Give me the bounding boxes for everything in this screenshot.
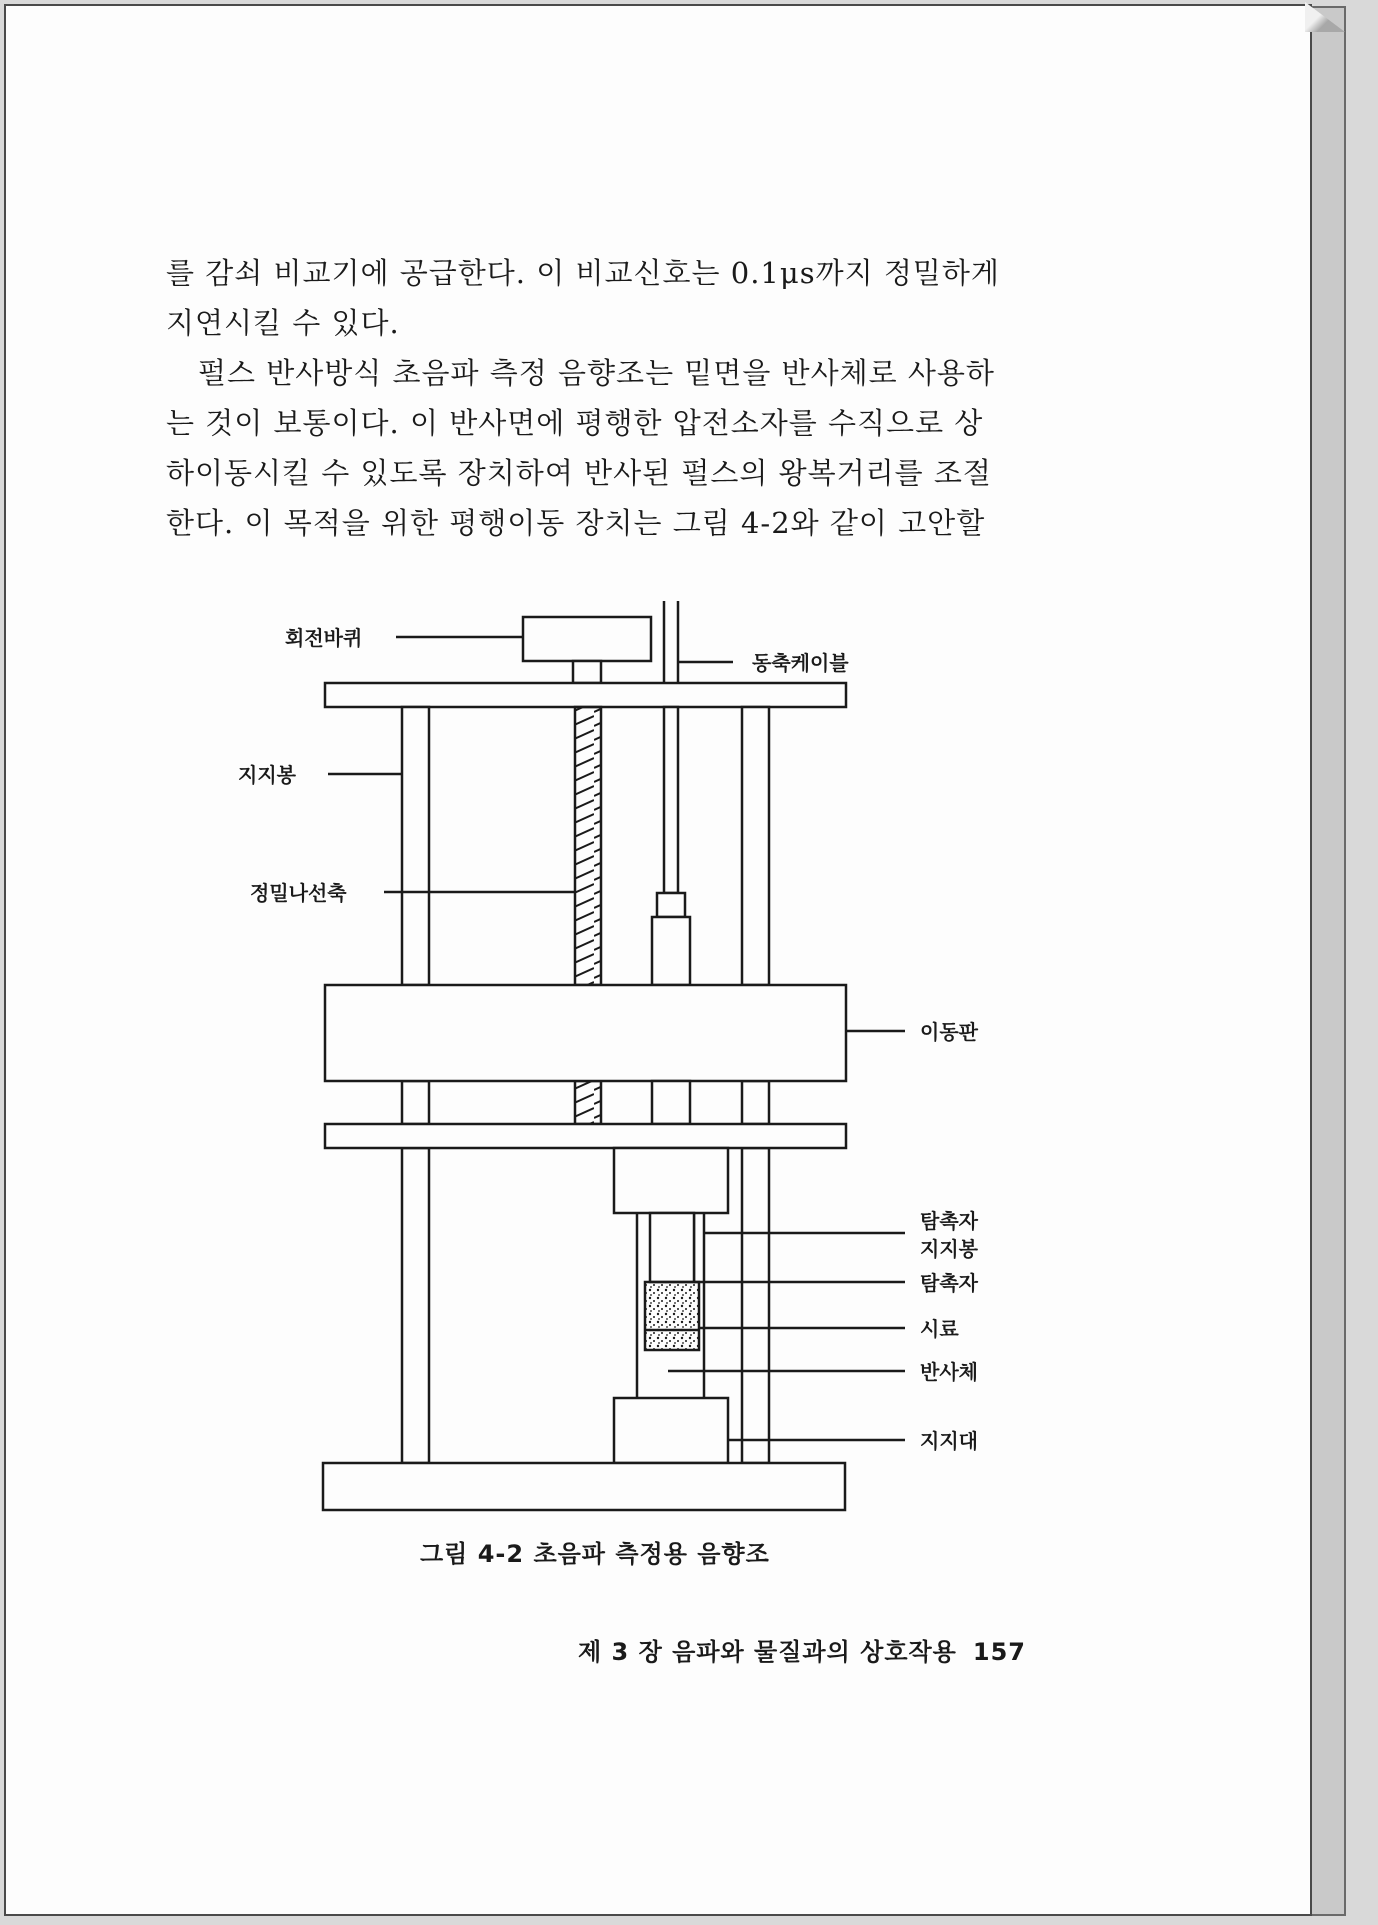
rotating-wheel — [523, 617, 651, 661]
label-base-stand: 지지대 — [920, 1429, 978, 1453]
precision-screw — [575, 1081, 601, 1124]
page-footer — [578, 1632, 1026, 1667]
lower-plate — [325, 1124, 846, 1148]
support-rod-right — [742, 1148, 769, 1463]
support-rod-right — [742, 707, 769, 985]
support-rod-left — [402, 707, 429, 985]
label-precision-screw: 정밀나선축 — [250, 881, 347, 905]
precision-screw — [575, 707, 601, 985]
text-line: 한다. 이 목적을 위한 평행이동 장치는 그림 4-2와 같이 고안할 — [166, 506, 986, 540]
support-rod-right — [742, 1081, 769, 1124]
label-probe: 탐촉자 — [920, 1271, 978, 1295]
label-rotating-wheel: 회전바퀴 — [285, 626, 363, 650]
chapter-title: 제 3 장 음파와 물질과의 상호작용 — [578, 1638, 957, 1666]
coax-cable-tube — [664, 707, 678, 893]
moving-plate — [325, 985, 846, 1081]
label-support-rod: 지지봉 — [238, 763, 296, 787]
label-coax-cable: 동축케이블 — [752, 651, 849, 675]
text-line: 는 것이 보통이다. 이 반사면에 평행한 압전소자를 수직으로 상 — [166, 406, 984, 440]
label-probe-support: 지지봉 — [920, 1237, 978, 1261]
probe — [650, 1213, 694, 1282]
label-moving-plate: 이동판 — [920, 1020, 978, 1044]
support-rod-left — [402, 1081, 429, 1124]
top-plate — [325, 683, 846, 707]
base-plate — [323, 1463, 845, 1510]
text-line: 를 감쇠 비교기에 공급한다. 이 비교신호는 0.1μs까지 정밀하게 — [166, 256, 1000, 290]
figure-caption: 그림 4-2 초음파 측정용 음향조 — [420, 1540, 770, 1568]
support-rod-left — [402, 1148, 429, 1463]
probe-holder — [614, 1148, 728, 1213]
label-reflector: 반사체 — [920, 1360, 978, 1384]
sample — [645, 1282, 699, 1350]
page-number: 157 — [972, 1638, 1026, 1666]
connector — [657, 893, 685, 917]
probe-rod — [652, 1081, 690, 1124]
connector-body — [652, 917, 690, 985]
text-line: 지연시킬 수 있다. — [166, 306, 400, 340]
wheel-hub — [573, 661, 601, 683]
label-sample: 시료 — [920, 1317, 959, 1341]
text-line: 하이동시킬 수 있도록 장치하여 반사된 펄스의 왕복거리를 조절 — [166, 456, 992, 490]
base-stand — [614, 1398, 728, 1463]
label-probe-support: 탐촉자 — [920, 1209, 978, 1233]
text-line: 펄스 반사방식 초음파 측정 음향조는 밑면을 반사체로 사용하 — [198, 356, 995, 390]
